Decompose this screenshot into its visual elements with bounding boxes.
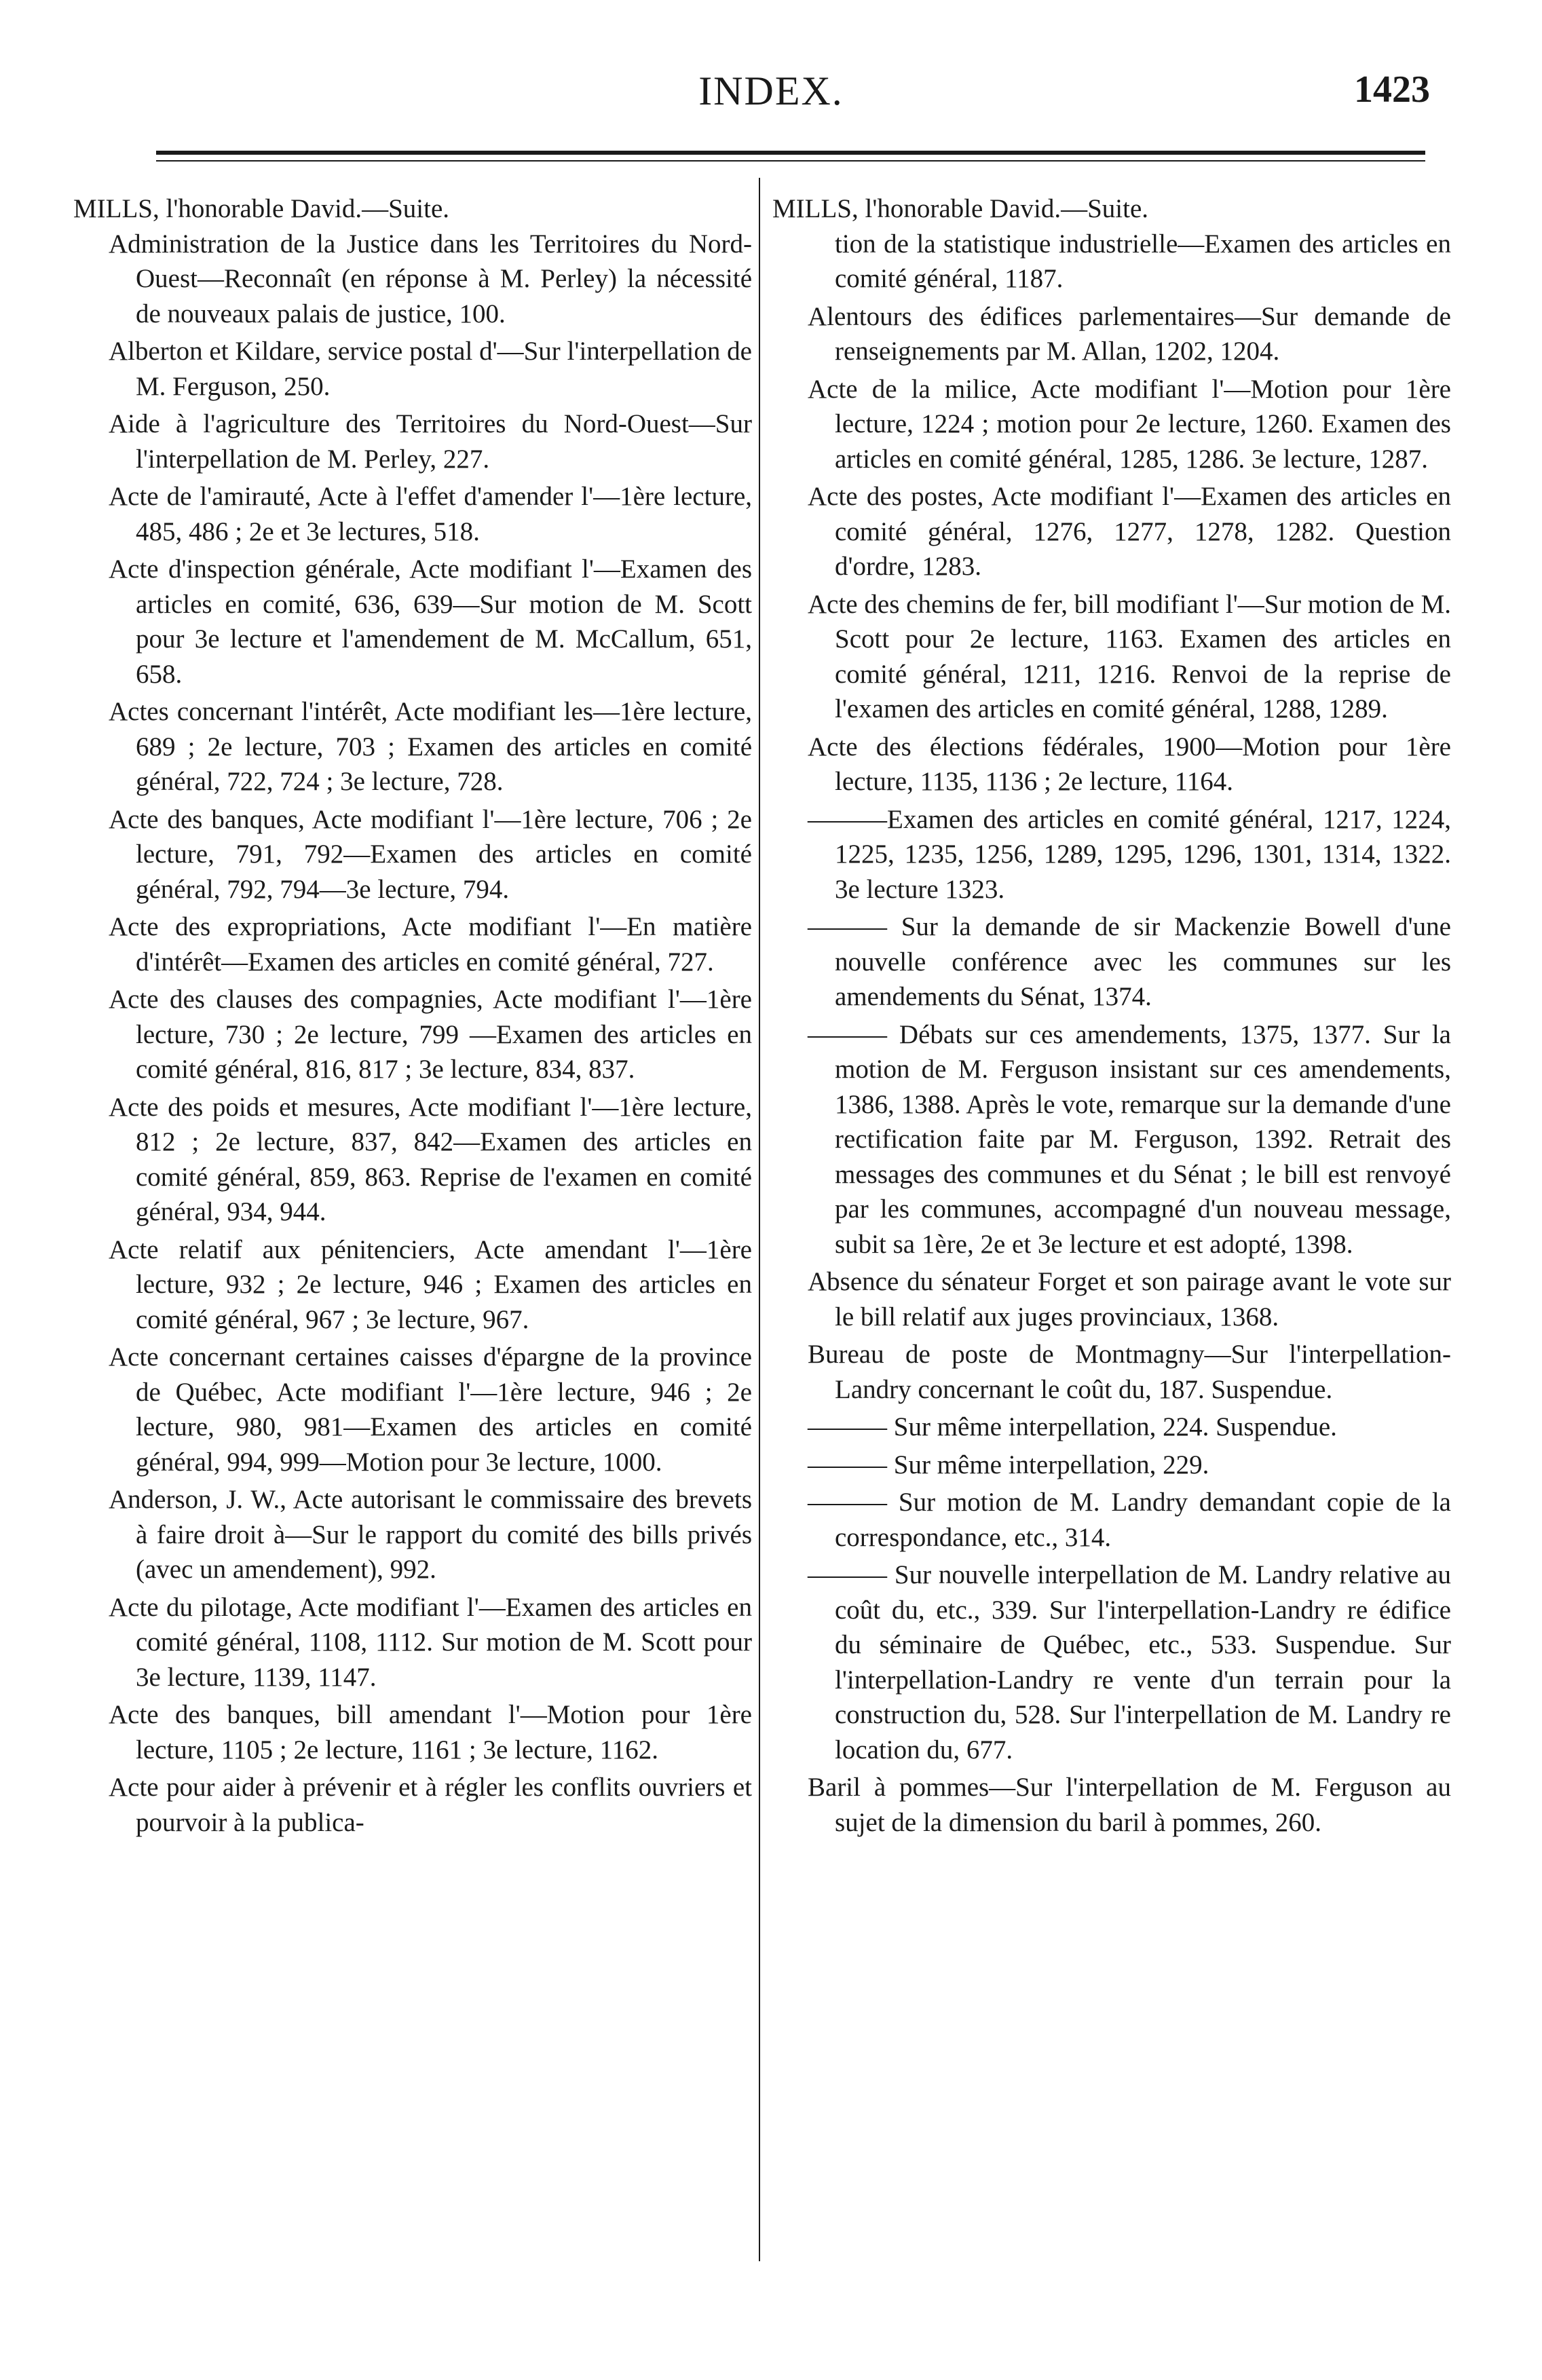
page-header <box>0 68 1542 122</box>
index-entry: Acte relatif aux pénitenciers, Acte amendant l'—1ère lecture, 932 ; 2e lecture, 946 ; Examen des articles en comité général, 967 ; 3e lecture, 967. <box>109 1234 752 1334</box>
index-entry: Acte de l'amirauté, Acte à l'effet d'amender l'—1ère lecture, 485, 486 ; 2e et 3e lectures, 518. <box>109 482 752 546</box>
index-subentry: ——— Sur nouvelle interpellation de M. Landry relative au coût du, etc., 339. Sur l'interpellation-Landry re édifice du séminaire de Québec, etc., 533. Suspendue. Sur l'interpellation-Landry re vente d'un terrain pour la construction du, 528. Sur l'interpellation de M. Landry re location du, 677. <box>808 1560 1451 1764</box>
index-entry: Acte d'inspection générale, Acte modifiant l'—Examen des articles en comité, 636, 639—Sur motion de M. Scott pour 3e lecture et l'amendement de M. McCallum, 651, 658. <box>109 554 752 689</box>
index-subentry: ——— Sur même interpellation, 229. <box>808 1450 1209 1479</box>
index-entry: Acte du pilotage, Acte modifiant l'—Examen des articles en comité général, 1108, 1112. Sur motion de M. Scott pour 3e lecture, 1139, 1147. <box>109 1592 752 1692</box>
page-number: 1423 <box>1354 69 1430 111</box>
index-subentry: ——— Débats sur ces amendements, 1375, 1377. Sur la motion de M. Ferguson insistant sur ces amendements, 1386, 1388. Après le vote, remarque sur la demande d'une rectification faite par M. Ferguson, 1392. Retrait des messages des communes et du Sénat ; le bill est renvoyé par les communes, accompagné d'un nouveau message, subit sa 1ère, 2e et 3e lecture et est adopté, 1398. <box>808 1019 1451 1259</box>
index-entry: Actes concernant l'intérêt, Acte modifiant les—1ère lecture, 689 ; 2e lecture, 703 ; Examen des articles en comité général, 722, 724 ; 3e lecture, 728. <box>109 697 752 796</box>
index-entry: Aide à l'agriculture des Territoires du Nord-Ouest—Sur l'interpellation de M. Perley, 227. <box>109 409 752 474</box>
index-entry: Absence du sénateur Forget et son pairage avant le vote sur le bill relatif aux juges provinciaux, 1368. <box>808 1267 1451 1331</box>
index-entry: tion de la statistique industrielle—Examen des articles en comité général, 1187. <box>835 229 1451 293</box>
index-entry: Administration de la Justice dans les Territoires du Nord-Ouest—Reconnaît (en réponse à M. Perley) la nécessité de nouveaux palais de justice, 100. <box>109 229 752 328</box>
index-entry: Acte des élections fédérales, 1900—Motion pour 1ère lecture, 1135, 1136 ; 2e lecture, 1164. <box>808 732 1451 796</box>
index-entry: Acte des banques, Acte modifiant l'—1ère lecture, 706 ; 2e lecture, 791, 792—Examen des articles en comité général, 792, 794—3e lecture, 794. <box>109 804 752 904</box>
index-subentry: ——— Sur même interpellation, 224. Suspendue. <box>808 1412 1337 1441</box>
index-entry: Acte des clauses des compagnies, Acte modifiant l'—1ère lecture, 730 ; 2e lecture, 799 —Examen des articles en comité général, 816, 817 ; 3e lecture, 834, 837. <box>109 985 752 1084</box>
left-column <box>73 191 752 1843</box>
index-entry: Acte des poids et mesures, Acte modifiant l'—1ère lecture, 812 ; 2e lecture, 837, 842—Examen des articles en comité général, 859, 863. Reprise de l'examen en comité général, 934, 944. <box>109 1092 752 1226</box>
index-entry: Acte concernant certaines caisses d'épargne de la province de Québec, Acte modifiant l'—1ère lecture, 946 ; 2e lecture, 980, 981—Examen des articles en comité général, 994, 999—Motion pour 3e lecture, 1000. <box>109 1342 752 1477</box>
index-entry: Alentours des édifices parlementaires—Sur demande de renseignements par M. Allan, 1202, 1204. <box>808 301 1451 366</box>
index-entry: Bureau de poste de Montmagny—Sur l'interpellation-Landry concernant le coût du, 187. Suspendue. <box>808 1340 1451 1404</box>
index-entry: Acte des expropriations, Acte modifiant l'—En matière d'intérêt—Examen des articles en comité général, 727. <box>109 912 752 977</box>
header-rule-thin <box>156 160 1425 162</box>
index-subentry: ———Examen des articles en comité général, 1217, 1224, 1225, 1235, 1256, 1289, 1295, 1296, 1301, 1314, 1322. 3e lecture 1323. <box>808 804 1451 904</box>
column-divider <box>759 178 760 2261</box>
index-entry: Acte pour aider à prévenir et à régler les conflits ouvriers et pourvoir à la publica- <box>109 1773 752 1837</box>
index-subentry: ——— Sur motion de M. Landry demandant copie de la correspondance, etc., 314. <box>808 1488 1451 1552</box>
index-entry: Acte de la milice, Acte modifiant l'—Motion pour 1ère lecture, 1224 ; motion pour 2e lecture, 1260. Examen des articles en comité général, 1285, 1286. 3e lecture, 1287. <box>808 374 1451 474</box>
right-column <box>772 191 1451 1843</box>
left-entries-list <box>73 227 752 1840</box>
index-entry: Acte des banques, bill amendant l'—Motion pour 1ère lecture, 1105 ; 2e lecture, 1161 ; 3e lecture, 1162. <box>109 1700 752 1764</box>
index-entry: Acte des postes, Acte modifiant l'—Examen des articles en comité général, 1276, 1277, 1278, 1282. Question d'ordre, 1283. <box>808 482 1451 581</box>
index-subentry: ——— Sur la demande de sir Mackenzie Bowell d'une nouvelle conférence avec les communes sur les amendements du Sénat, 1374. <box>808 912 1451 1011</box>
right-column-heading: MILLS, l'honorable David.—Suite. <box>772 194 1149 223</box>
left-column-heading: MILLS, l'honorable David.—Suite. <box>73 194 450 223</box>
index-entry: Anderson, J. W., Acte autorisant le commissaire des brevets à faire droit à—Sur le rapport du comité des bills privés (avec un amendement), 992. <box>109 1485 752 1584</box>
header-rule-thick <box>156 151 1425 155</box>
page-title: INDEX. <box>698 69 844 113</box>
index-entry: Acte des chemins de fer, bill modifiant l'—Sur motion de M. Scott pour 2e lecture, 1163. Examen des articles en comité général, 1211, 1216. Renvoi de la reprise de l'examen des articles en comité général, 1288, 1289. <box>808 589 1451 723</box>
index-entry: Alberton et Kildare, service postal d'—Sur l'interpellation de M. Ferguson, 250. <box>109 337 752 401</box>
index-entry: Baril à pommes—Sur l'interpellation de M. Ferguson au sujet de la dimension du baril à pommes, 260. <box>808 1773 1451 1837</box>
right-entries-list <box>772 227 1451 1840</box>
